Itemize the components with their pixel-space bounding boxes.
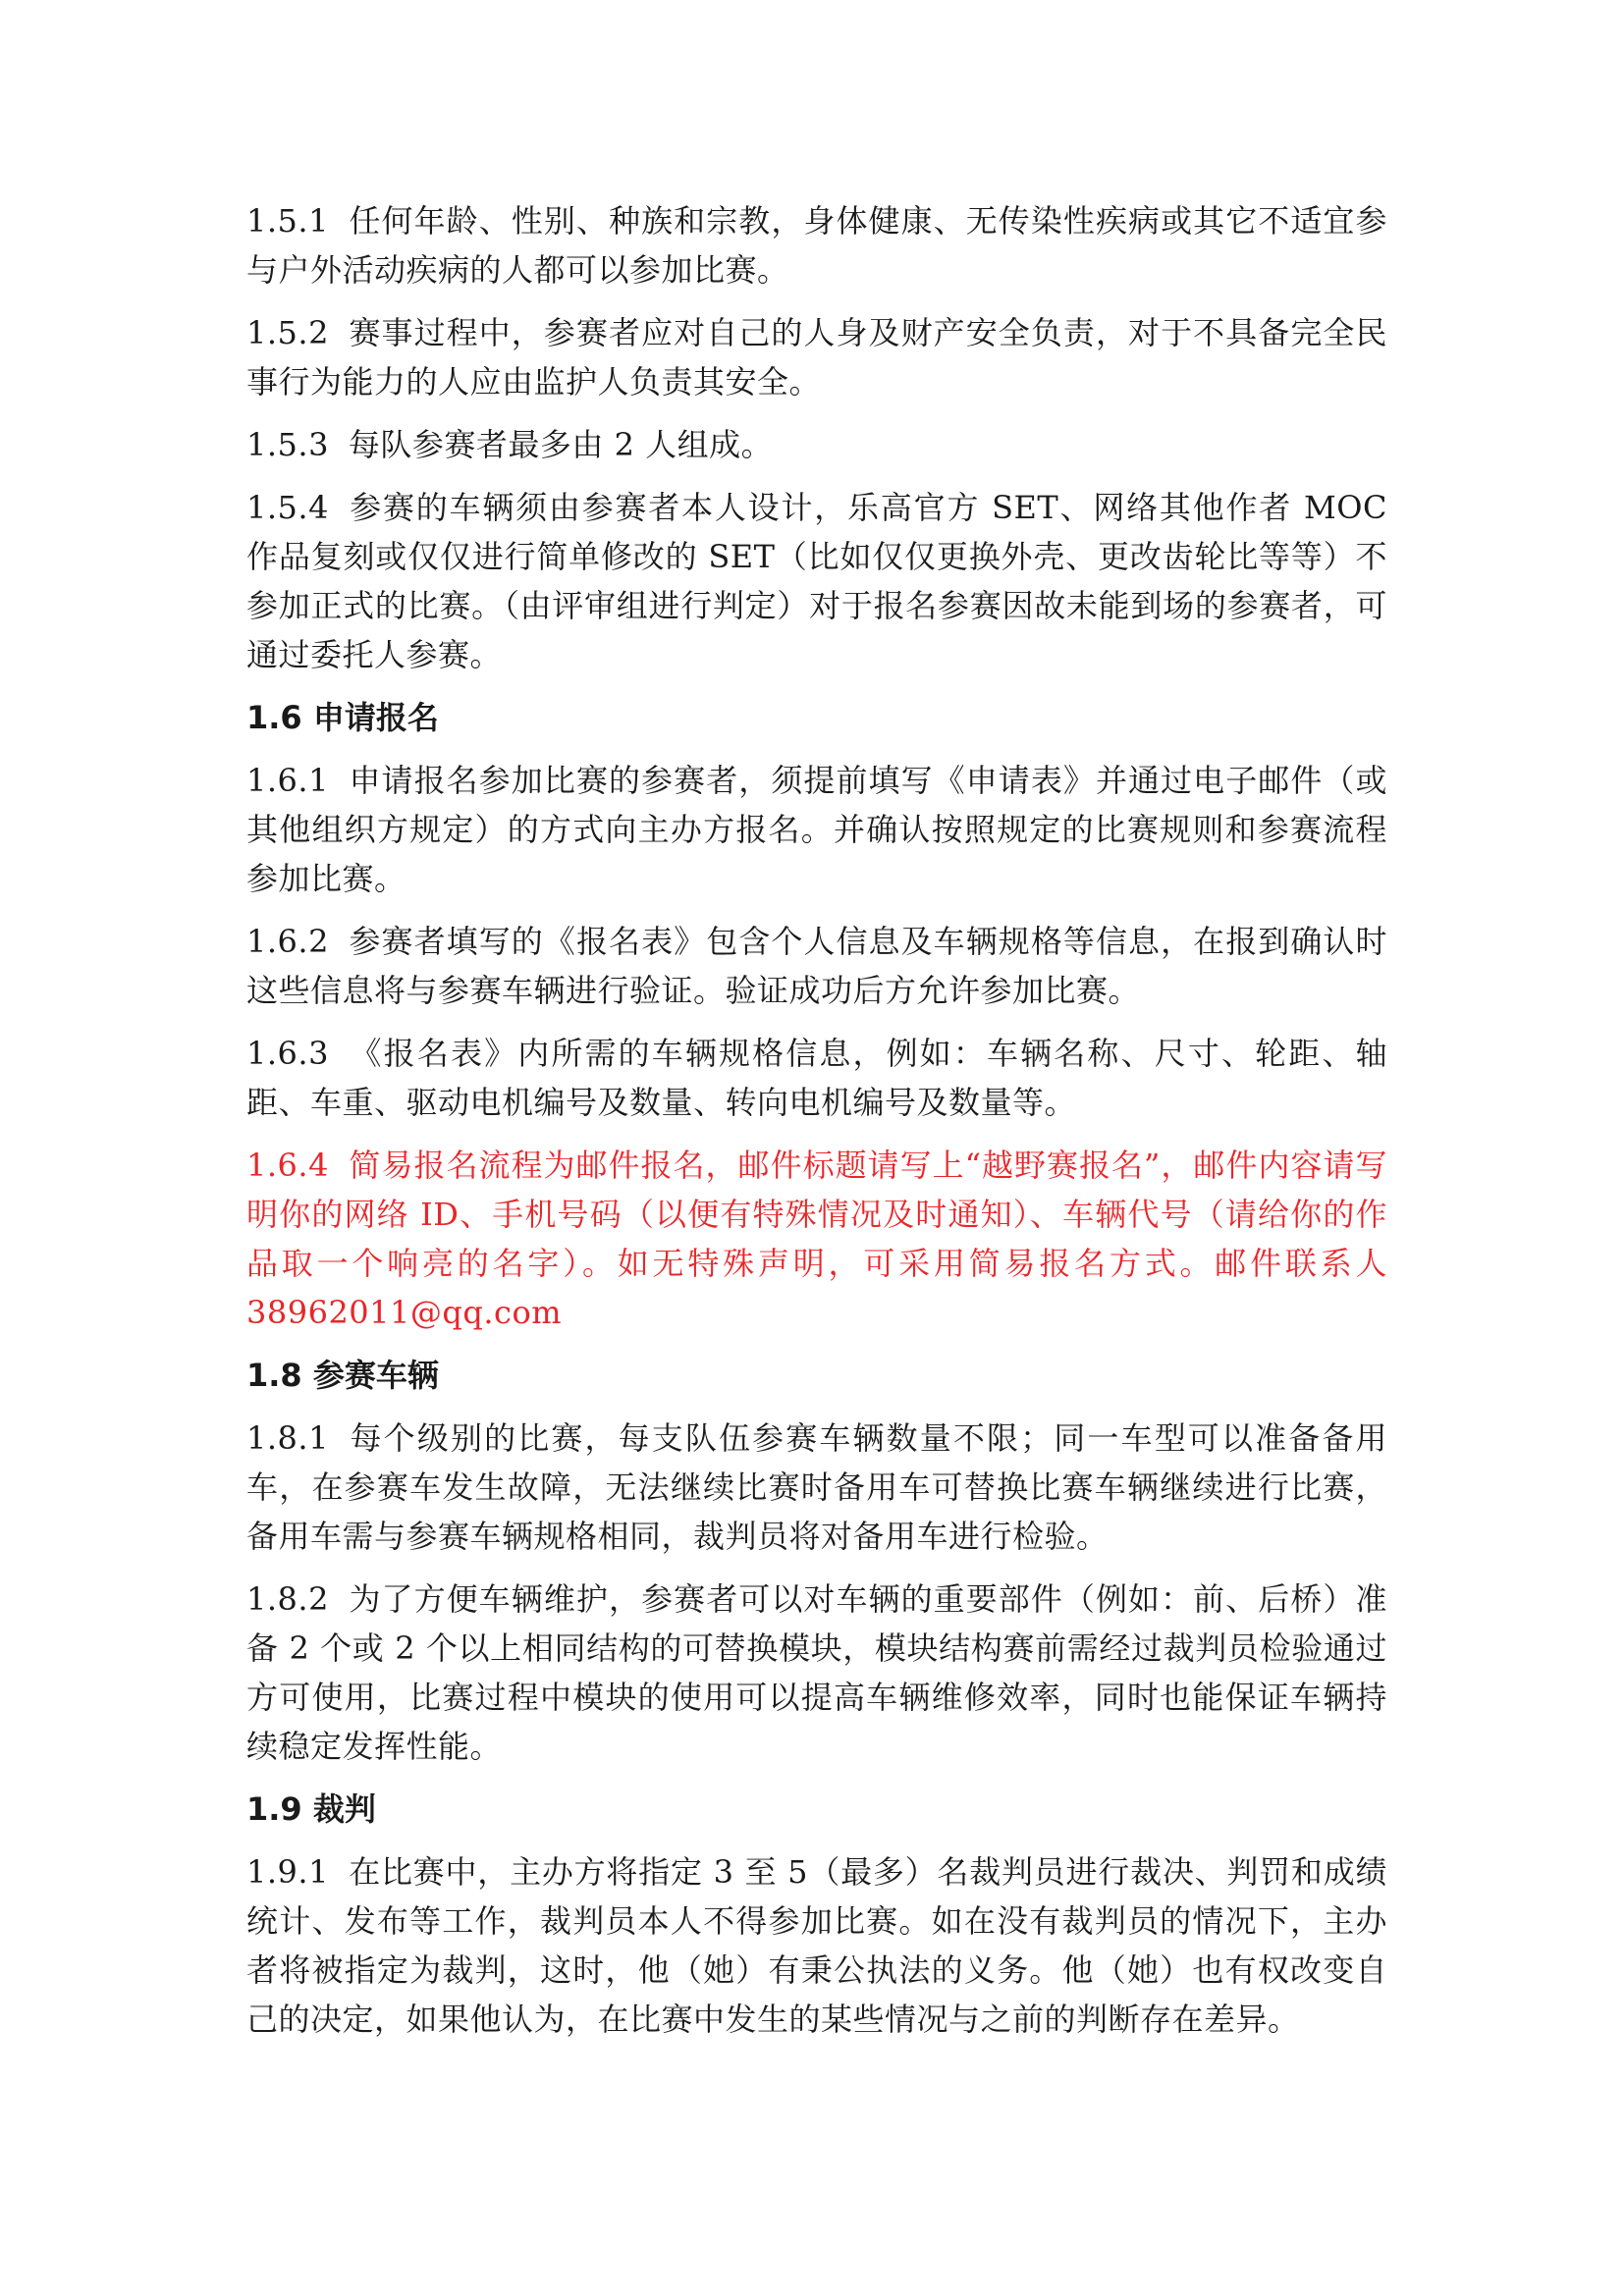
clause-number: 1.5.4 [246,489,329,526]
clause-1-5-1 [246,196,1387,294]
clause-text: 每个级别的比赛，每支队伍参赛车辆数量不限；同一车型可以准备备用车，在参赛车发生故障，无法继续比赛时备用车可替换比赛车辆继续进行比赛，备用车需与参赛车辆规格相同，裁判员将对备用车进行检验。 [246,1419,1387,1555]
clause-text: 赛事过程中，参赛者应对自己的人身及财产安全负责，对于不具备完全民事行为能力的人应由监护人负责其安全。 [246,314,1387,400]
clause-number: 1.6.4 [246,1147,329,1184]
clause-text: 参赛者填写的《报名表》包含个人信息及车辆规格等信息，在报到确认时这些信息将与参赛车辆进行验证。验证成功后方允许参加比赛。 [246,923,1387,1009]
clause-number: 1.9.1 [246,1853,329,1891]
clause-number: 1.6.2 [246,923,329,960]
document-page [246,196,1387,2057]
section-heading-1-6: 1.6 申请报名 [246,699,439,736]
clause-text: 简易报名流程为邮件报名，邮件标题请写上“越野赛报名”，邮件内容请写明你的网络 ID、手机号码（以便有特殊情况及时通知）、车辆代号（请给你的作品取一个响亮的名字）。如无特殊声明，可采用简易报名方式。邮件联系人 38962011@qq.com [246,1147,1387,1331]
clause-1-8-2 [246,1575,1387,1771]
clause-1-6-4-highlighted [246,1141,1387,1337]
clause-text: 任何年龄、性别、种族和宗教，身体健康、无传染性疾病或其它不适宜参与户外活动疾病的人都可以参加比赛。 [246,202,1387,289]
clause-text: 在比赛中，主办方将指定 3 至 5（最多）名裁判员进行裁决、判罚和成绩统计、发布等工作，裁判员本人不得参加比赛。如在没有裁判员的情况下，主办者将被指定为裁判，这时，他（她）有秉公执法的义务。他（她）也有权改变自己的决定，如果他认为，在比赛中发生的某些情况与之前的判断存在差异。 [246,1853,1387,2038]
section-heading-1-9: 1.9 裁判 [246,1790,376,1828]
clause-1-9-1 [246,1847,1387,2044]
clause-1-5-4 [246,483,1387,679]
clause-number: 1.6.1 [246,762,329,799]
clause-text: 为了方便车辆维护，参赛者可以对车辆的重要部件（例如：前、后桥）准备 2 个或 2 个以上相同结构的可替换模块，模块结构赛前需经过裁判员检验通过方可使用，比赛过程中模块的使用可以提高车辆维修效率，同时也能保证车辆持续稳定发挥性能。 [246,1580,1387,1765]
clause-1-5-2 [246,308,1387,406]
clause-1-5-3 [246,420,1387,469]
clause-number: 1.6.3 [246,1035,329,1072]
clause-1-6-3 [246,1029,1387,1127]
clause-number: 1.5.2 [246,314,329,351]
clause-text: 每队参赛者最多由 2 人组成。 [348,426,774,463]
clause-text: 申请报名参加比赛的参赛者，须提前填写《申请表》并通过电子邮件（或其他组织方规定）的方式向主办方报名。并确认按照规定的比赛规则和参赛流程参加比赛。 [246,762,1387,897]
clause-number: 1.8.1 [246,1419,329,1457]
section-heading-1-8: 1.8 参赛车辆 [246,1357,439,1394]
clause-number: 1.5.1 [246,202,329,240]
clause-text: 参赛的车辆须由参赛者本人设计，乐高官方 SET、网络其他作者 MOC 作品复刻或仅仅进行简单修改的 SET（比如仅仅更换外壳、更改齿轮比等等）不参加正式的比赛。（由评审组进行判定）对于报名参赛因故未能到场的参赛者，可通过委托人参赛。 [246,489,1387,673]
clause-number: 1.8.2 [246,1580,329,1618]
clause-1-6-2 [246,917,1387,1015]
clause-text: 《报名表》内所需的车辆规格信息，例如：车辆名称、尺寸、轮距、轴距、车重、驱动电机编号及数量、转向电机编号及数量等。 [246,1035,1387,1121]
clause-1-6-1 [246,756,1387,903]
clause-number: 1.5.3 [246,426,329,463]
clause-1-8-1 [246,1414,1387,1561]
